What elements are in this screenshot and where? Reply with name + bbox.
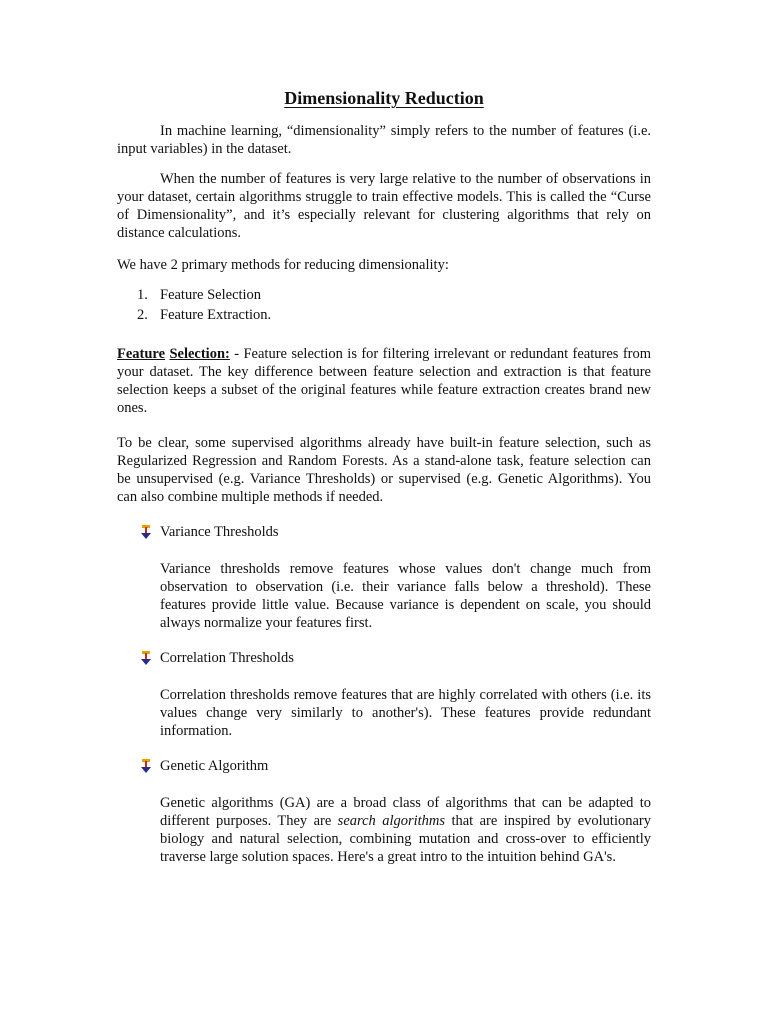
genetic-body-post: that are inspired by evolutionary biology and natural selection, combining mutation and cross-over to efficiently traverse large solution spaces. Here's a great intro to the intuition behind GA's.	[160, 813, 651, 865]
list-item-number: 2.	[137, 307, 148, 323]
page-title: Dimensionality Reduction	[284, 88, 484, 108]
methods-intro: We have 2 primary methods for reducing dimensionality:	[117, 257, 449, 273]
feature-selection-paragraph	[117, 345, 651, 417]
genetic-body-pre: Genetic algorithms (GA) are a broad class of algorithms that can be adapted to different purposes. They are	[160, 795, 651, 829]
list-item-label: Feature Selection	[160, 287, 262, 303]
technique-heading-label: Variance Thresholds	[160, 524, 279, 540]
technique-body-genetic	[160, 794, 651, 866]
list-item-label: Feature Extraction.	[160, 307, 272, 323]
feature-selection-heading-word2: Selection:	[169, 346, 230, 362]
feature-selection-dash: -	[229, 346, 244, 362]
list-item	[117, 285, 651, 305]
list-item-number: 1.	[137, 287, 148, 303]
list-item	[117, 305, 651, 325]
technique-heading-label: Genetic Algorithm	[160, 758, 269, 774]
feature-selection-heading-word1: Feature	[117, 346, 166, 362]
intro-paragraph-1: In machine learning, “dimensionality” simply refers to the number of features (i.e. input variables) in the dataset.	[117, 123, 651, 157]
genetic-body-emphasis: search algorithms	[337, 813, 446, 829]
down-arrow-bullet-icon	[140, 651, 152, 665]
clarify-paragraph: To be clear, some supervised algorithms already have built-in feature selection, such as Regularized Regression and Random Forests. As a stand-alone task, feature selection can be unsupervised (e.g. Variance Thresholds) or supervised (e.g. Genetic Algorithms). You can also combine multiple methods if needed.	[117, 435, 651, 505]
down-arrow-bullet-icon	[140, 759, 152, 773]
technique-body-correlation: Correlation thresholds remove features that are highly correlated with others (i.e. its values change very similarly to another's). These features provide redundant information.	[160, 687, 651, 739]
down-arrow-bullet-icon	[140, 525, 152, 539]
methods-list	[117, 285, 651, 325]
technique-body-variance: Variance thresholds remove features whose values don't change much from observation to observation (i.e. their variance falls below a threshold). These features provide little value. Because variance is dependent on scale, you should always normalize your features first.	[160, 561, 651, 631]
technique-heading-label: Correlation Thresholds	[160, 650, 294, 666]
intro-paragraph-2: When the number of features is very large relative to the number of observations in your dataset, certain algorithms struggle to train effective models. This is called the “Curse of Dimensionality”, and it’s especially relevant for clustering algorithms that rely on distance calculations.	[117, 171, 651, 241]
feature-selection-body: Feature selection is for filtering irrelevant or redundant features from your dataset. The key difference between feature selection and extraction is that feature selection keeps a subset of the original features while feature extraction creates brand new ones.	[117, 346, 652, 416]
